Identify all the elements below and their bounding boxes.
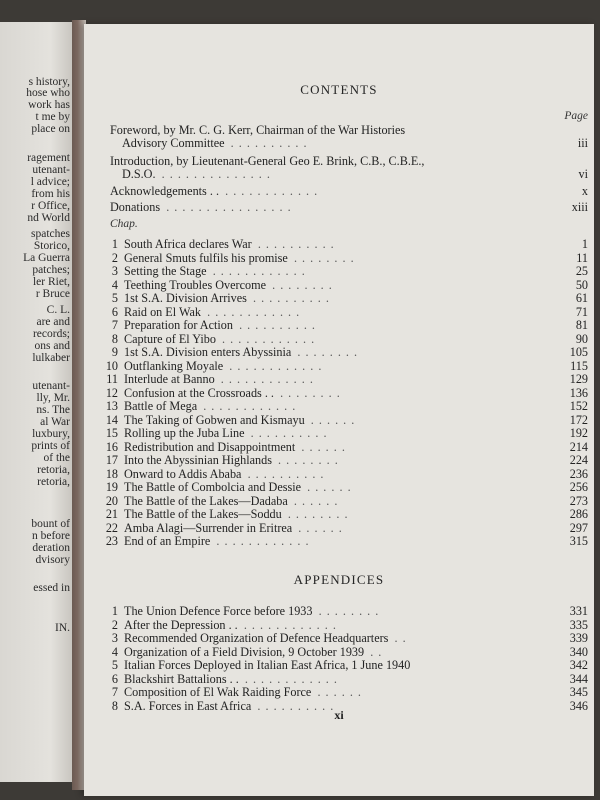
entry-title: Donations bbox=[110, 200, 161, 214]
chapter-row bbox=[84, 440, 594, 454]
facing-page-text-fragment: utenant- bbox=[32, 380, 70, 392]
facing-page-text-fragment: nd World bbox=[27, 212, 70, 224]
entry-number: 12 bbox=[105, 385, 118, 400]
dot-leader: . . . . . . . . . . bbox=[253, 291, 330, 305]
entry-number: 16 bbox=[105, 439, 118, 454]
entry-page: 214 bbox=[569, 439, 588, 454]
facing-page-text-fragment: r Office, bbox=[31, 200, 70, 212]
entry-title: Teething Troubles Overcome bbox=[124, 277, 266, 292]
entry-number: 9 bbox=[111, 345, 118, 359]
facing-page-text-fragment: deration bbox=[32, 542, 70, 554]
entry-page: 224 bbox=[569, 453, 588, 467]
facing-page-text-fragment: essed in bbox=[33, 582, 70, 594]
entry-number: 7 bbox=[111, 318, 118, 332]
dot-leader: . . . . . . . . . . bbox=[230, 136, 308, 150]
facing-page-text-fragment: hose who bbox=[26, 87, 70, 99]
dot-leader: . . bbox=[370, 644, 383, 659]
entry-page: 105 bbox=[569, 345, 588, 359]
entry-page: 297 bbox=[569, 520, 588, 535]
appendix-row bbox=[84, 645, 594, 659]
entry-title: Into the Abyssinian Highlands bbox=[124, 453, 272, 467]
chapter-row bbox=[84, 534, 594, 548]
entry-title: Redistribution and Disappointment bbox=[124, 439, 296, 454]
chapter-row bbox=[84, 480, 594, 494]
entry-title: Blackshirt Battalions . . bbox=[124, 671, 239, 686]
entry-title: Composition of El Wak Raiding Force bbox=[124, 685, 312, 699]
dot-leader: . . . . . . . . . . . . bbox=[244, 671, 338, 686]
dot-leader: . . . . . . . . bbox=[280, 385, 341, 400]
entry-title: The Battle of the Lakes—Dadaba bbox=[124, 493, 288, 508]
entry-page: 192 bbox=[569, 426, 588, 440]
entry-title: D.S.O. bbox=[122, 167, 156, 181]
entry-title: Onward to Addis Ababa bbox=[124, 466, 242, 481]
facing-page-text-fragment: ragement bbox=[27, 152, 70, 164]
facing-page-text-fragment: dvisory bbox=[35, 554, 70, 566]
entry-title: Interlude at Banno bbox=[124, 372, 215, 386]
facing-page-text-fragment: retoria, bbox=[37, 464, 70, 476]
chapter-row bbox=[84, 521, 594, 535]
page-number: xi bbox=[334, 708, 344, 722]
facing-page-text-fragment: l advice; bbox=[30, 176, 70, 188]
dot-leader: . . . . . . . . . . . . bbox=[216, 534, 310, 548]
entry-page: 315 bbox=[569, 534, 588, 548]
entry-number: 6 bbox=[111, 671, 118, 686]
facing-page-text-fragment: Storico, bbox=[33, 240, 70, 252]
dot-leader: . . . . . . . . . . . . bbox=[203, 399, 297, 413]
entry-page: 344 bbox=[569, 671, 588, 686]
dot-leader: . . . . . . bbox=[298, 520, 343, 535]
facing-page-text-fragment: bount of bbox=[31, 518, 70, 530]
entry-number: 23 bbox=[105, 534, 118, 548]
entry-number: 4 bbox=[111, 644, 118, 659]
entry-page: xiii bbox=[571, 200, 588, 214]
facing-page-text-fragment: n before bbox=[32, 530, 70, 542]
dot-leader: . . . . . . . . bbox=[278, 453, 339, 467]
entry-title: Confusion at the Crossroads . . bbox=[124, 385, 274, 400]
chapter-row bbox=[84, 264, 594, 278]
entry-title: South Africa declares War bbox=[124, 237, 252, 251]
entry-page: 256 bbox=[569, 480, 588, 494]
entry-number: 8 bbox=[111, 698, 118, 713]
contents-page bbox=[84, 24, 594, 796]
dot-leader: . . . . . . . . . . . . bbox=[243, 617, 337, 632]
chapter-row bbox=[84, 251, 594, 265]
facing-page-text-fragment: lly, Mr. bbox=[36, 392, 70, 404]
entry-page: 136 bbox=[569, 385, 588, 400]
dot-leader: . . . . . . . . . . . . bbox=[229, 358, 323, 373]
chapter-row bbox=[84, 332, 594, 346]
entry-page: 340 bbox=[569, 644, 588, 659]
entry-number: 11 bbox=[106, 372, 118, 386]
facing-page-text-fragment: are and bbox=[36, 316, 70, 328]
chapter-row bbox=[84, 507, 594, 521]
entry-number: 2 bbox=[111, 250, 118, 265]
entry-page: vi bbox=[578, 167, 588, 181]
facing-page-text-fragment: utenant- bbox=[32, 164, 70, 176]
dot-leader: . . . . . . . . bbox=[293, 250, 355, 265]
entry-number: 7 bbox=[111, 685, 118, 699]
dot-leader: . . . . . . . . bbox=[297, 345, 359, 359]
facing-page-text-fragment: retoria, bbox=[37, 476, 70, 488]
entry-page: 339 bbox=[569, 631, 588, 645]
entry-number: 18 bbox=[105, 466, 118, 481]
entry-title: Italian Forces Deployed in Italian East Africa, 1 June 1940 bbox=[124, 658, 411, 672]
chapter-row bbox=[84, 372, 594, 386]
appendix-row bbox=[84, 631, 594, 645]
entry-page: 342 bbox=[569, 658, 588, 672]
facing-page-text-fragment: r Bruce bbox=[35, 288, 70, 300]
entry-page: 71 bbox=[575, 304, 588, 319]
facing-page bbox=[0, 22, 72, 782]
facing-page-text-fragment: La Guerra bbox=[23, 252, 70, 264]
entry-number: 17 bbox=[105, 453, 118, 467]
chapter-row bbox=[84, 278, 594, 292]
dot-leader: . . . . . . . . . . bbox=[247, 466, 325, 481]
appendices-heading: APPENDICES bbox=[293, 572, 385, 587]
chapter-row bbox=[84, 467, 594, 481]
appendix-row bbox=[84, 685, 594, 699]
chapter-row bbox=[84, 386, 594, 400]
facing-page-text-fragment: records; bbox=[32, 328, 70, 340]
appendix-row bbox=[84, 618, 594, 632]
dot-leader: . . . . . . . . bbox=[318, 604, 380, 618]
entry-number: 3 bbox=[111, 631, 118, 645]
dot-leader: . . . . . . bbox=[293, 493, 339, 508]
entry-page: 50 bbox=[575, 277, 588, 292]
facing-page-text-fragment: luxbury, bbox=[32, 428, 70, 440]
entry-page: 346 bbox=[569, 698, 588, 713]
facing-page-text-fragment: patches; bbox=[32, 264, 70, 276]
facing-page-text-fragment: lulkaber bbox=[32, 352, 70, 364]
entry-title: The Battle of the Lakes—Soddu bbox=[124, 507, 282, 521]
entry-page: 11 bbox=[576, 250, 588, 265]
chapter-column-label: Chap. bbox=[110, 218, 138, 230]
entry-page: 115 bbox=[570, 358, 588, 373]
entry-title: 1st S.A. Division Arrives bbox=[124, 291, 247, 305]
chapter-row bbox=[84, 291, 594, 305]
entry-number: 4 bbox=[111, 277, 118, 292]
entry-title: The Taking of Gobwen and Kismayu bbox=[124, 412, 305, 427]
entry-title: After the Depression . . bbox=[124, 617, 238, 632]
facing-page-text-fragment: ler Riet, bbox=[32, 276, 70, 288]
entry-title: Setting the Stage bbox=[124, 264, 207, 278]
entry-number: 19 bbox=[105, 480, 118, 494]
entry-title: Organization of a Field Division, 9 October 1939 bbox=[124, 644, 365, 659]
entry-page: x bbox=[581, 184, 588, 198]
dot-leader: . . . . . . . . . . bbox=[257, 237, 335, 251]
entry-title: Raid on El Wak bbox=[124, 304, 201, 319]
entry-title: Amba Alagi—Surrender in Eritrea bbox=[124, 520, 293, 535]
facing-page-text-fragment: of the bbox=[43, 452, 70, 464]
facing-page-text-fragment: prints of bbox=[31, 440, 70, 452]
toc-entry-introduction bbox=[84, 154, 594, 168]
entry-page: 172 bbox=[569, 412, 588, 427]
appendix-row bbox=[84, 672, 594, 686]
facing-page-text-fragment: ons and bbox=[34, 340, 70, 352]
entry-number: 20 bbox=[105, 493, 118, 508]
facing-page-text-fragment: IN. bbox=[54, 622, 70, 634]
contents-heading: CONTENTS bbox=[300, 82, 378, 97]
chapter-row bbox=[84, 305, 594, 319]
entry-title: The Battle of Combolcia and Dessie bbox=[124, 480, 302, 494]
toc-entry-foreword-cont bbox=[84, 136, 594, 150]
entry-number: 10 bbox=[105, 358, 118, 373]
entry-page: 90 bbox=[575, 331, 588, 346]
dot-leader: . . . . . . bbox=[307, 480, 352, 494]
entry-number: 5 bbox=[111, 658, 118, 672]
entry-number: 8 bbox=[111, 331, 118, 346]
facing-page-text-fragment: s history, bbox=[28, 76, 70, 88]
toc-entry-acknowledgements bbox=[84, 184, 594, 198]
dot-leader: . . bbox=[394, 631, 407, 645]
facing-page-text-fragment: place on bbox=[31, 123, 70, 135]
toc-entry-introduction-cont bbox=[84, 167, 594, 181]
entry-number: 13 bbox=[105, 399, 118, 413]
facing-page-text-fragment: t me by bbox=[35, 111, 70, 123]
facing-page-text-fragment: ns. The bbox=[36, 404, 70, 416]
chapter-row bbox=[84, 413, 594, 427]
entry-title: Battle of Mega bbox=[124, 399, 198, 413]
page-column-label: Page bbox=[564, 110, 588, 122]
chapter-row bbox=[84, 399, 594, 413]
facing-page-text-fragment: spatches bbox=[31, 228, 70, 240]
entry-number: 2 bbox=[111, 617, 118, 632]
toc-entry-foreword bbox=[84, 123, 594, 137]
entry-number: 15 bbox=[105, 426, 118, 440]
entry-title: Foreword, by Mr. C. G. Kerr, Chairman of the War Histories bbox=[110, 123, 406, 137]
entry-title: 1st S.A. Division enters Abyssinia bbox=[124, 345, 292, 359]
entry-page: 286 bbox=[569, 507, 588, 521]
dot-leader: . . . . . . . . bbox=[287, 507, 349, 521]
chapter-row bbox=[84, 453, 594, 467]
entry-title: Recommended Organization of Defence Headquarters bbox=[124, 631, 389, 645]
appendix-row bbox=[84, 604, 594, 618]
dot-leader: . . . . . . . . . . . . bbox=[225, 184, 319, 198]
entry-number: 21 bbox=[105, 507, 118, 521]
entry-number: 3 bbox=[111, 264, 118, 278]
entry-page: 236 bbox=[569, 466, 588, 481]
entry-number: 22 bbox=[105, 520, 118, 535]
chapter-row bbox=[84, 318, 594, 332]
facing-page-text-fragment: from his bbox=[31, 188, 70, 200]
entry-number: 14 bbox=[105, 412, 118, 427]
entry-page: 345 bbox=[569, 685, 588, 699]
entry-number: 5 bbox=[111, 291, 118, 305]
dot-leader: . . . . . . . . . . . . . . bbox=[161, 167, 271, 181]
entry-page: 335 bbox=[569, 617, 588, 632]
chapter-row bbox=[84, 345, 594, 359]
entry-page: 129 bbox=[569, 372, 588, 386]
entry-page: 25 bbox=[575, 264, 588, 278]
dot-leader: . . . . . . . . . . bbox=[239, 318, 316, 332]
dot-leader: . . . . . . . . . . bbox=[257, 698, 335, 713]
chapter-row bbox=[84, 426, 594, 440]
entry-title: The Union Defence Force before 1933 bbox=[124, 604, 313, 618]
dot-leader: . . . . . . . . . . . . . . . . bbox=[166, 200, 292, 214]
entry-page: 273 bbox=[569, 493, 588, 508]
chapter-row bbox=[84, 359, 594, 373]
entry-page: 61 bbox=[575, 291, 588, 305]
chapter-row bbox=[84, 494, 594, 508]
entry-title: Rolling up the Juba Line bbox=[124, 426, 245, 440]
entry-number: 1 bbox=[111, 237, 118, 251]
entry-title: Outflanking Moyale bbox=[124, 358, 224, 373]
entry-page: 152 bbox=[569, 399, 588, 413]
entry-number: 1 bbox=[111, 604, 118, 618]
dot-leader: . . . . . . . . . . bbox=[250, 426, 328, 440]
entry-page: 1 bbox=[581, 237, 588, 251]
entry-number: 6 bbox=[111, 304, 118, 319]
dot-leader: . . . . . . . . . . . . bbox=[220, 372, 314, 386]
entry-title: Preparation for Action bbox=[124, 318, 233, 332]
entry-page: 81 bbox=[575, 318, 588, 332]
dot-leader: . . . . . . . . bbox=[272, 277, 333, 292]
toc-entry-donations bbox=[84, 200, 594, 214]
entry-title: General Smuts fulfils his promise bbox=[124, 250, 288, 265]
entry-title: Advisory Committee bbox=[122, 136, 225, 150]
dot-leader: . . . . . . bbox=[310, 412, 356, 427]
entry-title: Introduction, by Lieutenant-General Geo E. Brink, C.B., C.B.E., bbox=[110, 154, 425, 168]
entry-page: iii bbox=[577, 136, 588, 150]
dot-leader: . . . . . . bbox=[301, 439, 346, 454]
entry-title: End of an Empire bbox=[124, 534, 211, 548]
entry-title: Acknowledgements . . bbox=[110, 184, 219, 198]
appendix-row bbox=[84, 658, 594, 672]
dot-leader: . . . . . . . . . . . . bbox=[212, 264, 306, 278]
dot-leader: . . . . . . . . . . . . bbox=[222, 331, 316, 346]
dot-leader: . . . . . . . . . . . . bbox=[207, 304, 301, 319]
dot-leader: . . . . . . bbox=[317, 685, 362, 699]
facing-page-text-fragment: al War bbox=[40, 416, 70, 428]
entry-page: 331 bbox=[569, 604, 588, 618]
facing-page-text-fragment: C. L. bbox=[46, 304, 70, 316]
entry-title: S.A. Forces in East Africa bbox=[124, 698, 252, 713]
chapter-row bbox=[84, 237, 594, 251]
entry-title: Capture of El Yibo bbox=[124, 331, 216, 346]
facing-page-text-fragment: work has bbox=[28, 99, 70, 111]
